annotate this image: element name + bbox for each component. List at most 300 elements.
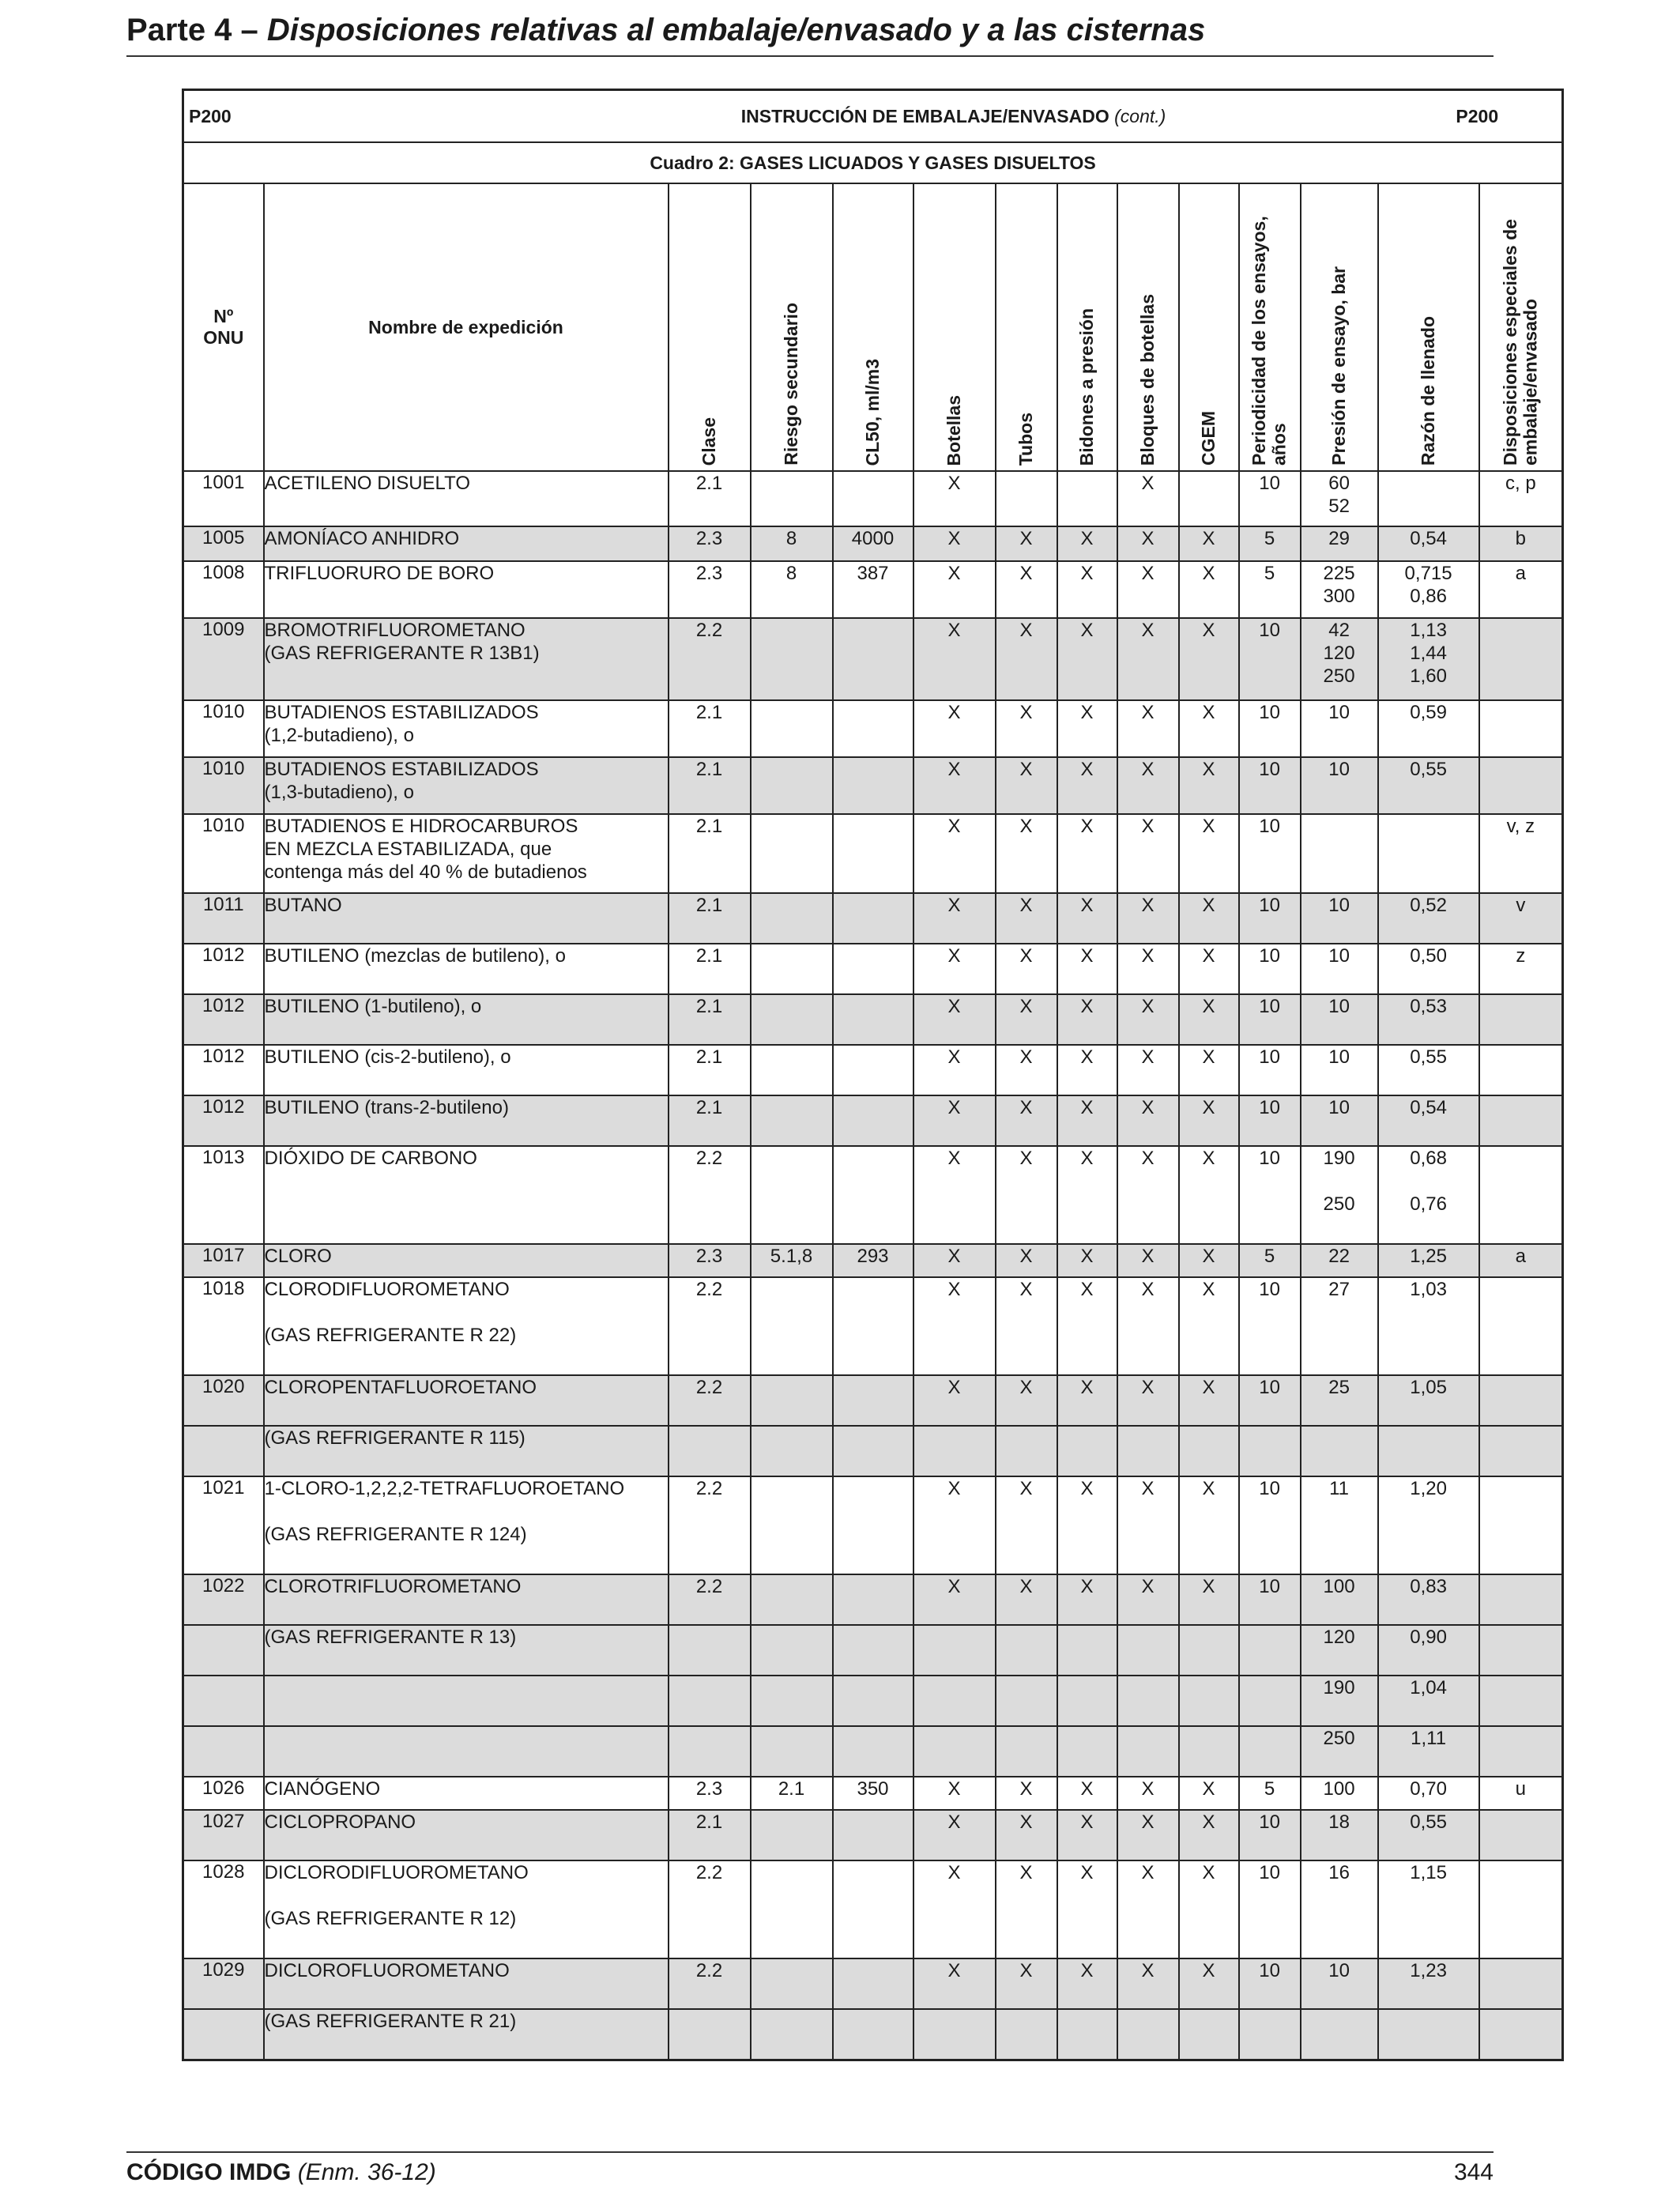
cell-disp <box>1479 1958 1563 2009</box>
cell-name <box>264 1958 669 2009</box>
cell-bloques: X <box>1117 814 1179 893</box>
cell-onu: 1011 <box>183 893 264 944</box>
razon-value: 0,55 <box>1410 1046 1447 1068</box>
cell-clase: 2.2 <box>669 1375 751 1426</box>
cell-onu: 1013 <box>183 1146 264 1244</box>
cell-period: 5 <box>1239 561 1301 618</box>
razon-value: 0,76 <box>1410 1193 1447 1215</box>
table-subtitle-row <box>183 142 1563 183</box>
cell-bloques <box>1117 1726 1179 1777</box>
name-line: (GAS REFRIGERANTE R 115) <box>264 1427 525 1449</box>
razon-value: 0,54 <box>1410 528 1447 549</box>
col-header-clase: Clase <box>669 183 751 471</box>
cell-bloques: X <box>1117 1777 1179 1810</box>
cell-disp <box>1479 1375 1563 1426</box>
name-line: (GAS REFRIGERANTE R 13B1) <box>264 643 540 664</box>
cell-riesgo <box>751 893 833 944</box>
footer-code: CÓDIGO IMDG (Enm. 36-12) <box>126 2159 436 2185</box>
cell-tubos: X <box>996 1277 1057 1375</box>
cell-botellas: X <box>913 1476 996 1574</box>
name-line: (GAS REFRIGERANTE R 21) <box>264 2011 517 2032</box>
cell-razon <box>1378 561 1479 618</box>
cell-bloques: X <box>1117 1958 1179 2009</box>
cell-period: 10 <box>1239 814 1301 893</box>
cell-cgem <box>1179 2009 1239 2060</box>
name-line: CLOROTRIFLUOROMETANO <box>264 1576 522 1597</box>
cell-bloques: X <box>1117 1375 1179 1426</box>
presion-value: 100 <box>1323 1576 1355 1597</box>
cell-bidones: X <box>1057 561 1117 618</box>
presion-value: 225 <box>1323 563 1355 584</box>
cell-razon <box>1378 1574 1479 1625</box>
cell-tubos: X <box>996 1146 1057 1244</box>
cell-tubos: X <box>996 1476 1057 1574</box>
cell-bidones: X <box>1057 1095 1117 1146</box>
cell-cl50 <box>833 2009 913 2060</box>
cell-tubos <box>996 1676 1057 1726</box>
table-row <box>183 1574 1563 1625</box>
razon-value: 0,86 <box>1410 586 1447 607</box>
instruction-title: INSTRUCCIÓN DE EMBALAJE/ENVASADO (cont.) <box>669 90 1239 143</box>
table-row <box>183 1375 1563 1426</box>
col-header-riesgo: Riesgo secundario <box>751 183 833 471</box>
cell-bidones <box>1057 1426 1117 1476</box>
cell-riesgo <box>751 814 833 893</box>
cell-cl50: 4000 <box>833 526 913 561</box>
razon-value: 1,15 <box>1410 1862 1447 1883</box>
cell-cl50 <box>833 1095 913 1146</box>
cell-name <box>264 1726 669 1777</box>
name-line: CICLOPROPANO <box>264 1811 416 1833</box>
name-line: BUTADIENOS ESTABILIZADOS <box>264 702 539 723</box>
cell-name <box>264 618 669 700</box>
table-row <box>183 1146 1563 1244</box>
cell-riesgo <box>751 1958 833 2009</box>
cell-cgem: X <box>1179 1958 1239 2009</box>
cell-presion <box>1301 994 1378 1045</box>
name-line: BROMOTRIFLUOROMETANO <box>264 620 525 641</box>
cell-bloques: X <box>1117 944 1179 994</box>
razon-value: 1,20 <box>1410 1478 1447 1499</box>
razon-value: 0,715 <box>1404 563 1452 584</box>
cell-riesgo <box>751 1375 833 1426</box>
cell-period: 10 <box>1239 1860 1301 1958</box>
presion-value: 29 <box>1328 528 1350 549</box>
name-line: AMONÍACO ANHIDRO <box>264 528 460 549</box>
cell-riesgo <box>751 1726 833 1777</box>
cell-name <box>264 1375 669 1426</box>
table-row <box>183 814 1563 893</box>
name-line: (GAS REFRIGERANTE R 13) <box>264 1627 517 1648</box>
instruction-code-right: P200 <box>1239 90 1563 143</box>
razon-value: 1,23 <box>1410 1960 1447 1981</box>
cell-cgem: X <box>1179 1146 1239 1244</box>
cell-bloques: X <box>1117 700 1179 757</box>
cell-name <box>264 1777 669 1810</box>
presion-value <box>1301 1170 1377 1193</box>
cell-botellas: X <box>913 1860 996 1958</box>
cell-clase: 2.2 <box>669 618 751 700</box>
presion-value: 42 <box>1328 620 1350 641</box>
cell-name <box>264 471 669 526</box>
cell-disp <box>1479 1625 1563 1676</box>
cell-bidones <box>1057 2009 1117 2060</box>
cell-tubos: X <box>996 1958 1057 2009</box>
cell-bidones <box>1057 471 1117 526</box>
cell-bloques <box>1117 1625 1179 1676</box>
cell-botellas: X <box>913 994 996 1045</box>
cell-riesgo <box>751 618 833 700</box>
cell-riesgo <box>751 1860 833 1958</box>
cell-cgem: X <box>1179 1375 1239 1426</box>
cell-clase: 2.1 <box>669 893 751 944</box>
name-line: DICLORODIFLUOROMETANO <box>264 1862 529 1883</box>
cell-clase: 2.1 <box>669 944 751 994</box>
razon-value: 0,55 <box>1410 759 1447 780</box>
cell-bloques: X <box>1117 1476 1179 1574</box>
cell-cl50 <box>833 1476 913 1574</box>
cell-tubos: X <box>996 1095 1057 1146</box>
cell-name <box>264 2009 669 2060</box>
table-row <box>183 1426 1563 1476</box>
cell-presion <box>1301 1095 1378 1146</box>
cell-bloques: X <box>1117 1277 1179 1375</box>
cell-onu <box>183 1625 264 1676</box>
cell-period: 5 <box>1239 1777 1301 1810</box>
cell-bloques <box>1117 1676 1179 1726</box>
cell-name <box>264 893 669 944</box>
cell-period: 10 <box>1239 1095 1301 1146</box>
name-line: BUTANO <box>264 895 342 916</box>
cell-cl50 <box>833 893 913 944</box>
cell-disp: b <box>1479 526 1563 561</box>
cell-bidones: X <box>1057 1860 1117 1958</box>
name-line: CLORODIFLUOROMETANO <box>264 1279 510 1300</box>
cell-cgem: X <box>1179 618 1239 700</box>
razon-value: 0,54 <box>1410 1097 1447 1118</box>
cell-disp <box>1479 2009 1563 2060</box>
cell-clase: 2.1 <box>669 757 751 814</box>
cell-disp <box>1479 1726 1563 1777</box>
cell-riesgo <box>751 944 833 994</box>
cell-disp <box>1479 1277 1563 1375</box>
cell-bidones: X <box>1057 944 1117 994</box>
col-header-razon: Razón de llenado <box>1378 183 1479 471</box>
presion-value: 120 <box>1323 1627 1355 1648</box>
cell-tubos: X <box>996 814 1057 893</box>
cell-cgem: X <box>1179 944 1239 994</box>
cell-cgem: X <box>1179 1095 1239 1146</box>
cell-bidones: X <box>1057 1810 1117 1860</box>
cell-botellas: X <box>913 814 996 893</box>
table-row <box>183 1476 1563 1574</box>
cell-name <box>264 814 669 893</box>
col-header-bloques: Bloques de botellas <box>1117 183 1179 471</box>
cell-onu <box>183 1426 264 1476</box>
cell-bidones: X <box>1057 1375 1117 1426</box>
cell-botellas <box>913 1625 996 1676</box>
cell-clase: 2.1 <box>669 1095 751 1146</box>
cell-disp <box>1479 700 1563 757</box>
cell-botellas <box>913 1726 996 1777</box>
presion-value: 10 <box>1328 1097 1350 1118</box>
name-line: BUTADIENOS ESTABILIZADOS <box>264 759 539 780</box>
cell-cgem: X <box>1179 1810 1239 1860</box>
cell-cgem: X <box>1179 700 1239 757</box>
cell-botellas: X <box>913 1045 996 1095</box>
cell-name <box>264 1676 669 1726</box>
razon-value: 0,68 <box>1410 1148 1447 1169</box>
cell-tubos: X <box>996 1810 1057 1860</box>
cell-botellas <box>913 1426 996 1476</box>
cell-period: 10 <box>1239 700 1301 757</box>
cell-onu: 1001 <box>183 471 264 526</box>
cell-name <box>264 1574 669 1625</box>
cell-bidones: X <box>1057 1574 1117 1625</box>
razon-value: 0,59 <box>1410 702 1447 723</box>
cell-bidones: X <box>1057 1277 1117 1375</box>
cell-bidones: X <box>1057 1476 1117 1574</box>
cell-bidones: X <box>1057 1958 1117 2009</box>
cell-botellas: X <box>913 1958 996 2009</box>
cell-riesgo <box>751 994 833 1045</box>
razon-value: 0,70 <box>1410 1778 1447 1800</box>
cell-razon <box>1378 1958 1479 2009</box>
razon-value: 1,04 <box>1410 1677 1447 1698</box>
cell-bloques <box>1117 2009 1179 2060</box>
cell-presion <box>1301 618 1378 700</box>
cell-period: 10 <box>1239 1476 1301 1574</box>
presion-value: 250 <box>1323 1193 1355 1215</box>
name-line: (GAS REFRIGERANTE R 22) <box>264 1325 517 1346</box>
razon-value: 1,13 <box>1410 620 1447 641</box>
cell-cl50 <box>833 1958 913 2009</box>
cell-onu: 1021 <box>183 1476 264 1574</box>
cell-onu: 1028 <box>183 1860 264 1958</box>
presion-value: 18 <box>1328 1811 1350 1833</box>
presion-value: 190 <box>1323 1148 1355 1169</box>
cell-tubos: X <box>996 700 1057 757</box>
cell-disp: a <box>1479 561 1563 618</box>
cell-disp <box>1479 1476 1563 1574</box>
cell-bidones <box>1057 1625 1117 1676</box>
cell-botellas: X <box>913 1777 996 1810</box>
presion-value: 10 <box>1328 1960 1350 1981</box>
cell-clase: 2.1 <box>669 994 751 1045</box>
cell-cgem <box>1179 1426 1239 1476</box>
cell-name <box>264 757 669 814</box>
cell-riesgo <box>751 471 833 526</box>
cell-presion <box>1301 1676 1378 1726</box>
cell-razon <box>1378 994 1479 1045</box>
cell-period: 10 <box>1239 1375 1301 1426</box>
razon-value: 1,03 <box>1410 1279 1447 1300</box>
cell-presion <box>1301 1146 1378 1244</box>
cell-cl50 <box>833 471 913 526</box>
cell-botellas: X <box>913 561 996 618</box>
cell-presion <box>1301 471 1378 526</box>
cell-clase: 2.3 <box>669 526 751 561</box>
cell-bidones: X <box>1057 1244 1117 1277</box>
cell-onu: 1005 <box>183 526 264 561</box>
name-line: (GAS REFRIGERANTE R 12) <box>264 1908 517 1929</box>
name-line: contenga más del 40 % de butadienos <box>264 861 587 883</box>
name-line <box>265 1727 668 1750</box>
cell-botellas: X <box>913 526 996 561</box>
col-header-name: Nombre de expedición <box>264 183 669 471</box>
cell-onu: 1022 <box>183 1574 264 1625</box>
cell-name <box>264 1476 669 1574</box>
cell-cgem: X <box>1179 814 1239 893</box>
cell-onu: 1008 <box>183 561 264 618</box>
cell-clase: 2.1 <box>669 1810 751 1860</box>
name-line: CLORO <box>264 1246 332 1267</box>
cell-clase: 2.2 <box>669 1860 751 1958</box>
cell-onu: 1012 <box>183 944 264 994</box>
table-row <box>183 700 1563 757</box>
cell-presion <box>1301 893 1378 944</box>
presion-value: 10 <box>1328 945 1350 967</box>
table-row <box>183 944 1563 994</box>
cell-name <box>264 1625 669 1676</box>
cell-bloques: X <box>1117 1095 1179 1146</box>
cell-razon <box>1378 1625 1479 1676</box>
cell-cgem: X <box>1179 1277 1239 1375</box>
page-title-subtitle: Disposiciones relativas al embalaje/envasado y a las cisternas <box>266 13 1206 47</box>
cell-riesgo <box>751 1426 833 1476</box>
cell-cgem: X <box>1179 994 1239 1045</box>
cell-name <box>264 1146 669 1244</box>
cell-onu: 1026 <box>183 1777 264 1810</box>
cell-botellas: X <box>913 618 996 700</box>
presion-value: 11 <box>1329 1478 1350 1499</box>
cell-disp <box>1479 618 1563 700</box>
cell-onu: 1012 <box>183 1095 264 1146</box>
cell-clase: 2.1 <box>669 814 751 893</box>
cell-period: 10 <box>1239 1277 1301 1375</box>
cell-razon <box>1378 618 1479 700</box>
cell-onu: 1012 <box>183 1045 264 1095</box>
cell-tubos: X <box>996 944 1057 994</box>
cell-onu: 1012 <box>183 994 264 1045</box>
cell-razon <box>1378 944 1479 994</box>
cell-razon <box>1378 1146 1479 1244</box>
cell-period: 10 <box>1239 1574 1301 1625</box>
cell-tubos: X <box>996 1777 1057 1810</box>
name-line <box>265 1301 668 1324</box>
cell-period <box>1239 1676 1301 1726</box>
presion-value: 100 <box>1323 1778 1355 1800</box>
cell-bloques: X <box>1117 994 1179 1045</box>
table-row <box>183 1277 1563 1375</box>
cell-razon <box>1378 757 1479 814</box>
cell-tubos: X <box>996 561 1057 618</box>
cell-razon <box>1378 700 1479 757</box>
name-line: BUTILENO (mezclas de butileno), o <box>264 945 566 967</box>
cell-botellas: X <box>913 471 996 526</box>
table-body <box>183 471 1563 2060</box>
cell-disp <box>1479 1426 1563 1476</box>
name-line: ACETILENO DISUELTO <box>264 473 471 494</box>
cell-clase: 2.1 <box>669 471 751 526</box>
col-header-onu: Nº ONU <box>183 183 264 471</box>
cell-bloques: X <box>1117 757 1179 814</box>
cell-presion <box>1301 944 1378 994</box>
cell-disp: z <box>1479 944 1563 994</box>
cell-botellas: X <box>913 1095 996 1146</box>
name-line: BUTILENO (cis-2-butileno), o <box>264 1046 511 1068</box>
cell-name <box>264 526 669 561</box>
cell-presion <box>1301 1860 1378 1958</box>
razon-value: 1,60 <box>1410 665 1447 687</box>
column-header-row <box>183 183 1563 471</box>
table-row <box>183 1958 1563 2009</box>
cell-onu: 1018 <box>183 1277 264 1375</box>
cell-cgem <box>1179 1676 1239 1726</box>
cell-disp: v <box>1479 893 1563 944</box>
cell-botellas: X <box>913 1277 996 1375</box>
cell-bloques: X <box>1117 561 1179 618</box>
cell-clase <box>669 1726 751 1777</box>
name-line: DICLOROFLUOROMETANO <box>264 1960 510 1981</box>
cell-clase: 2.2 <box>669 1277 751 1375</box>
cell-period: 5 <box>1239 526 1301 561</box>
cell-name <box>264 1045 669 1095</box>
presion-value: 25 <box>1328 1377 1350 1398</box>
cell-razon <box>1378 1277 1479 1375</box>
cell-cgem: X <box>1179 893 1239 944</box>
cell-razon <box>1378 814 1479 893</box>
cell-period <box>1239 1426 1301 1476</box>
cell-botellas: X <box>913 700 996 757</box>
presion-value: 190 <box>1323 1677 1355 1698</box>
cell-bidones: X <box>1057 1045 1117 1095</box>
cell-onu: 1010 <box>183 814 264 893</box>
instruction-header-row <box>183 90 1563 143</box>
name-line: (GAS REFRIGERANTE R 124) <box>264 1524 527 1545</box>
cell-period: 10 <box>1239 944 1301 994</box>
cell-cgem: X <box>1179 1476 1239 1574</box>
presion-value: 120 <box>1323 643 1355 664</box>
cell-disp: v, z <box>1479 814 1563 893</box>
cell-riesgo <box>751 1277 833 1375</box>
cell-tubos: X <box>996 618 1057 700</box>
name-line: (1,3-butadieno), o <box>264 782 414 803</box>
cell-riesgo: 8 <box>751 526 833 561</box>
cell-cl50 <box>833 1625 913 1676</box>
table-row <box>183 1777 1563 1810</box>
cell-cgem: X <box>1179 757 1239 814</box>
cell-period: 10 <box>1239 618 1301 700</box>
razon-value: 0,53 <box>1410 996 1447 1017</box>
cell-botellas: X <box>913 1810 996 1860</box>
razon-value: 1,11 <box>1411 1728 1447 1749</box>
cell-cgem: X <box>1179 1045 1239 1095</box>
cell-cgem: X <box>1179 526 1239 561</box>
cell-disp: u <box>1479 1777 1563 1810</box>
cell-presion <box>1301 1244 1378 1277</box>
cell-bloques: X <box>1117 618 1179 700</box>
cell-presion <box>1301 1574 1378 1625</box>
cell-period <box>1239 1726 1301 1777</box>
cell-botellas: X <box>913 944 996 994</box>
cell-clase: 2.3 <box>669 1244 751 1277</box>
name-line: (1,2-butadieno), o <box>264 725 414 746</box>
table-row <box>183 1244 1563 1277</box>
name-line <box>265 1500 668 1523</box>
cell-disp <box>1479 994 1563 1045</box>
razon-value: 1,05 <box>1410 1377 1447 1398</box>
